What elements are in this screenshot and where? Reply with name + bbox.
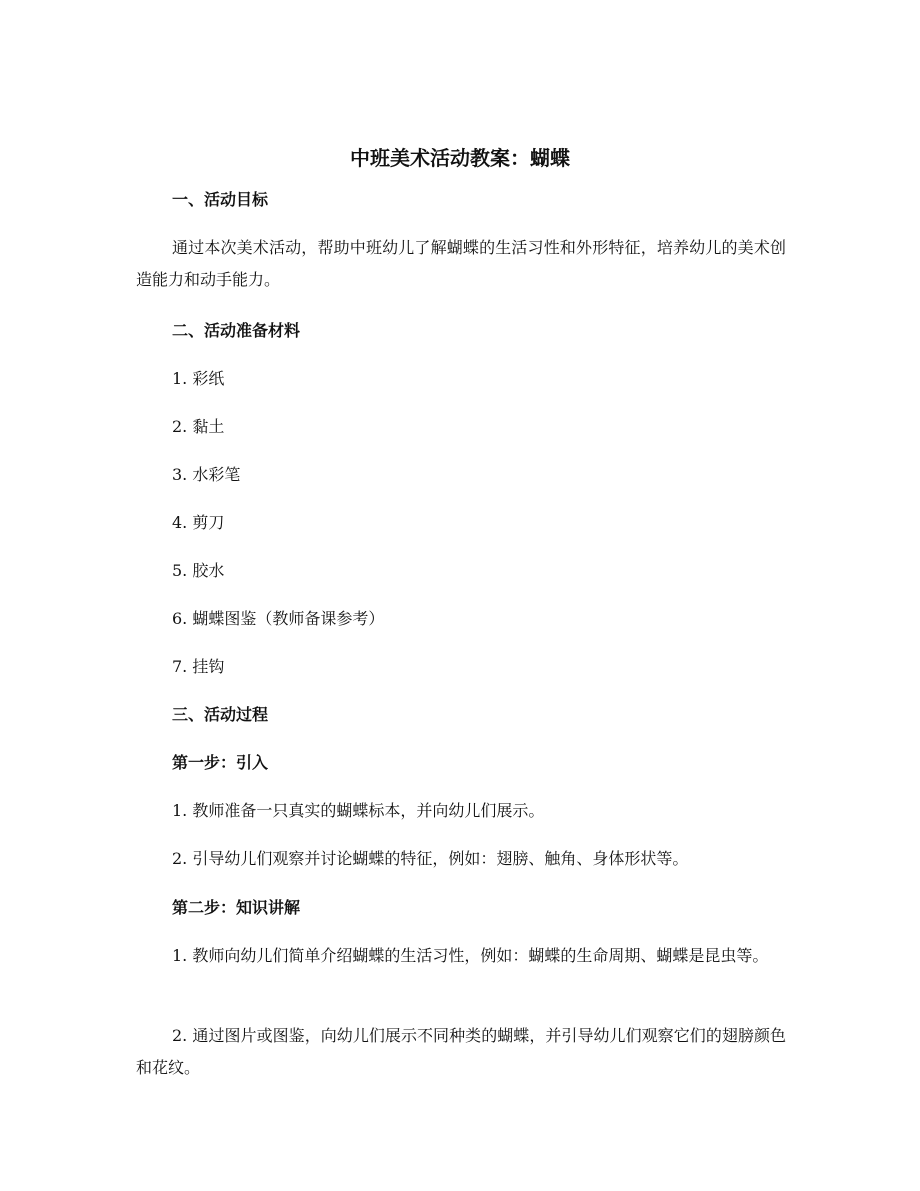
material-item: 5. 胶水 xyxy=(172,561,225,580)
step2-item: 1. 教师向幼儿们简单介绍蝴蝶的生活习性，例如：蝴蝶的生命周期、蝴蝶是昆虫等。 xyxy=(172,946,769,965)
material-item: 3. 水彩笔 xyxy=(172,465,241,484)
material-item: 2. 黏土 xyxy=(172,417,225,436)
goals-paragraph: 通过本次美术活动，帮助中班幼儿了解蝴蝶的生活习性和外形特征，培养幼儿的美术创造能力和动手能力。 xyxy=(136,238,786,289)
document-title: 中班美术活动教案：蝴蝶 xyxy=(350,146,570,170)
material-item: 6. 蝴蝶图鉴（教师备课参考） xyxy=(172,609,385,628)
section-heading-materials: 二、活动准备材料 xyxy=(172,321,301,340)
material-item: 4. 剪刀 xyxy=(172,513,225,532)
step1-item: 1. 教师准备一只真实的蝴蝶标本，并向幼儿们展示。 xyxy=(172,801,545,820)
step1-heading: 第一步：引入 xyxy=(172,753,269,772)
material-item: 1. 彩纸 xyxy=(172,369,225,388)
section-heading-goals: 一、活动目标 xyxy=(172,190,269,209)
step1-item: 2. 引导幼儿们观察并讨论蝴蝶的特征，例如：翅膀、触角、身体形状等。 xyxy=(172,849,689,868)
step2-item: 2. 通过图片或图鉴，向幼儿们展示不同种类的蝴蝶，并引导幼儿们观察它们的翅膀颜色和花纹。 xyxy=(136,1026,786,1077)
material-item: 7. 挂钩 xyxy=(172,657,225,676)
section-heading-process: 三、活动过程 xyxy=(172,705,269,724)
step2-heading: 第二步：知识讲解 xyxy=(172,898,301,917)
